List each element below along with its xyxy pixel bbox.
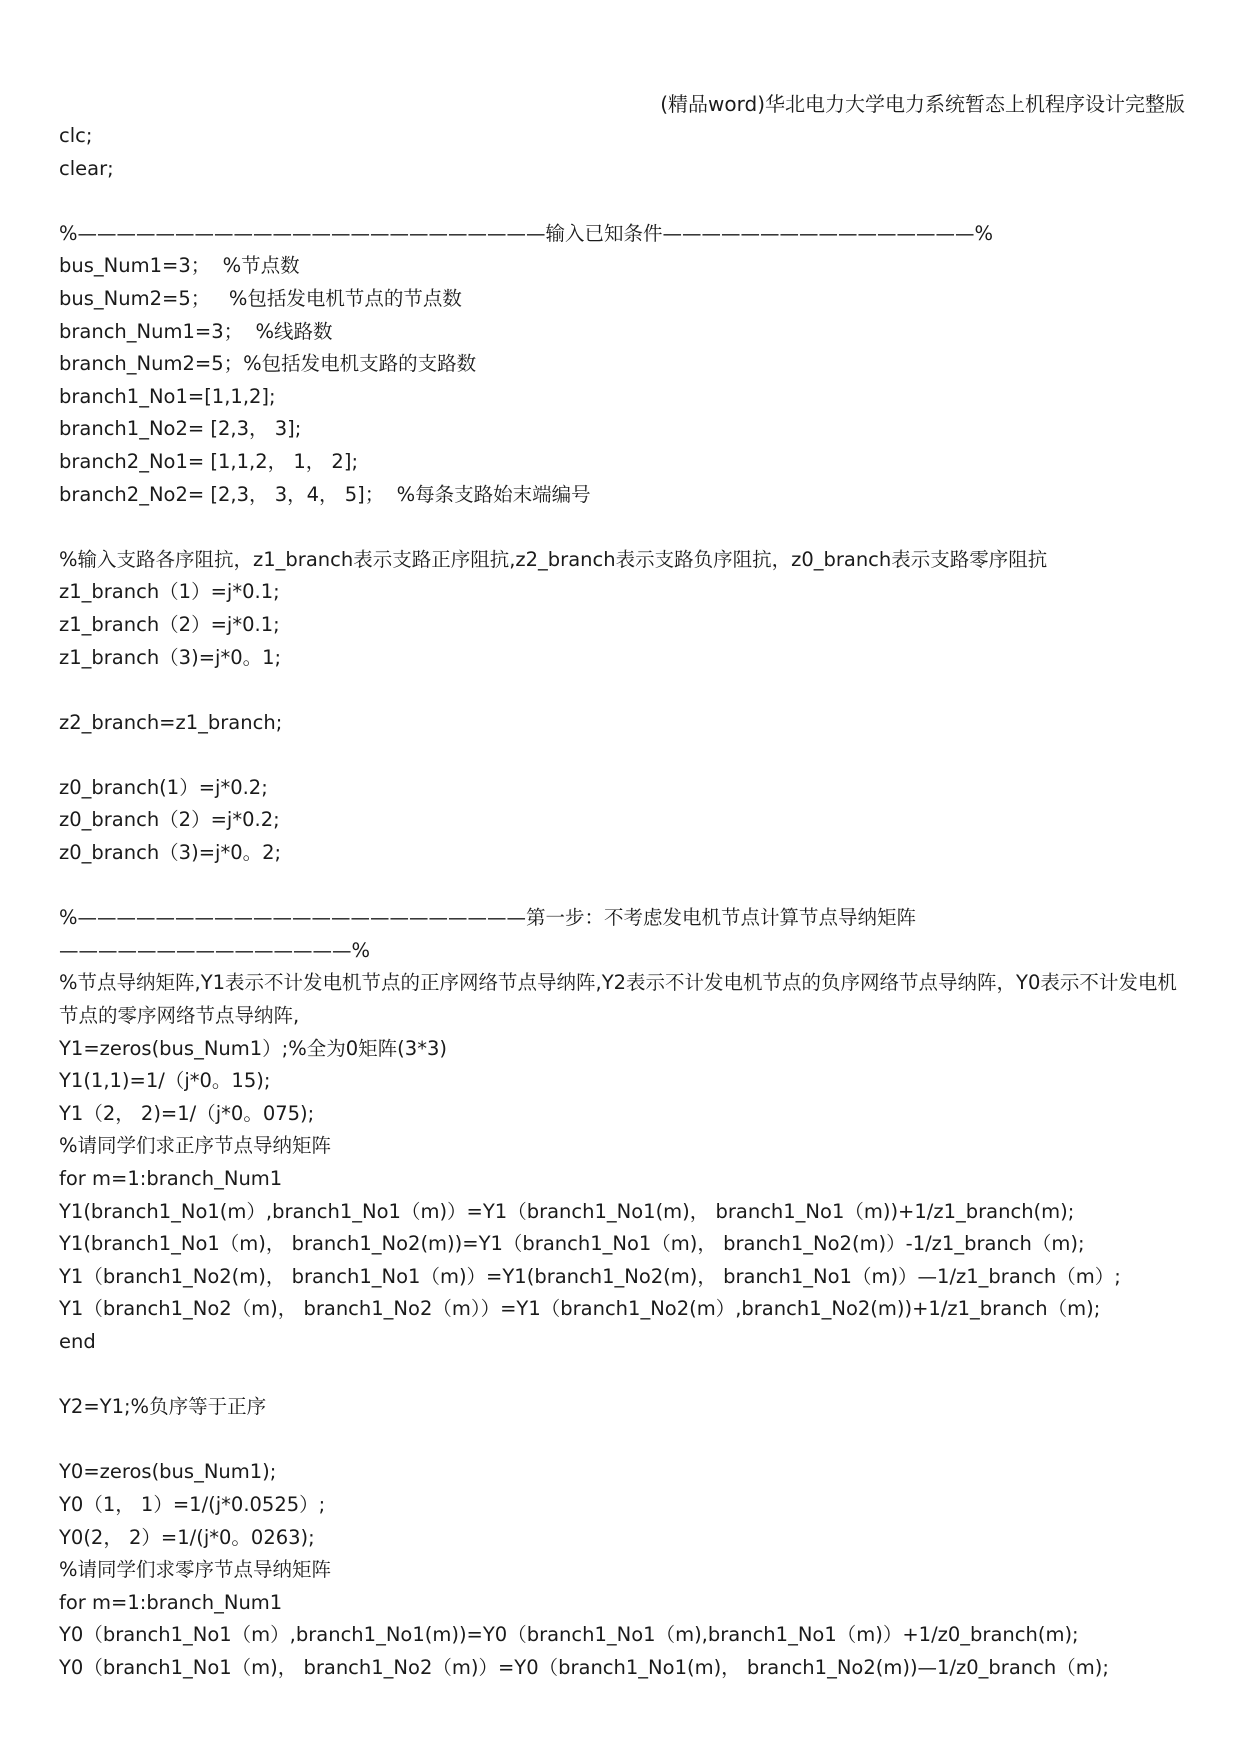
blank-line xyxy=(59,674,1189,707)
blank-line xyxy=(59,1359,1189,1392)
blank-line xyxy=(59,511,1189,544)
code-line: %请同学们求零序节点导纳矩阵 xyxy=(59,1558,332,1582)
code-line: clc; xyxy=(59,124,93,147)
code-line: Y0(2， 2）=1/(j*0。0263); xyxy=(59,1525,315,1549)
code-line: branch1_No1=[1,1,2]; xyxy=(59,384,276,408)
code-line: %输入支路各序阻抗，z1_branch表示支路正序阻抗,z2_branch表示支路负序阻抗，z0_branch表示支路零序阻抗 xyxy=(59,547,1048,571)
code-line: z2_branch=z1_branch; xyxy=(59,710,283,734)
code-line: Y1（2， 2)=1/（j*0。075); xyxy=(59,1101,315,1125)
code-line: z1_branch（3)=j*0。1; xyxy=(59,645,282,669)
code-line: Y1(1,1)=1/（j*0。15); xyxy=(59,1069,271,1093)
code-line: Y0（branch1_No1（m)， branch1_No2（m)）=Y0（branch1_No1(m)， branch1_No2(m))—1/z0_branch（m); xyxy=(59,1655,1109,1679)
code-line: branch2_No2= [2,3， 3，4， 5]； %每条支路始末端编号 xyxy=(59,482,591,506)
code-line: Y1(branch1_No1（m)， branch1_No2(m))=Y1（branch1_No1（m)， branch1_No2(m)）-1/z1_branch（m); xyxy=(59,1232,1085,1256)
code-line: z1_branch（1）=j*0.1; xyxy=(59,580,280,604)
code-line: Y0（1， 1）=1/(j*0.0525）; xyxy=(59,1492,326,1516)
code-line: clear; xyxy=(59,156,114,180)
code-line: Y0=zeros(bus_Num1); xyxy=(59,1460,277,1484)
code-line: for m=1:branch_Num1 xyxy=(59,1590,283,1614)
code-line: bus_Num1=3； %节点数 xyxy=(59,254,300,278)
blank-line xyxy=(59,1424,1189,1457)
code-line: z0_branch（3)=j*0。2; xyxy=(59,841,282,865)
code-line: %请同学们求正序节点导纳矩阵 xyxy=(59,1134,332,1158)
code-line: end xyxy=(59,1329,96,1353)
page-header: (精品word)华北电力大学电力系统暂态上机程序设计完整版 xyxy=(660,92,1185,116)
code-line: %———————————————————————第一步：不考虑发电机节点计算节点导纳矩阵———————————————% xyxy=(59,906,917,962)
code-line: for m=1:branch_Num1 xyxy=(59,1167,283,1190)
code-line: %————————————————————————输入已知条件————————————————% xyxy=(59,221,994,245)
code-line: Y2=Y1;%负序等于正序 xyxy=(59,1395,267,1419)
code-listing xyxy=(59,120,1189,1685)
code-line: %节点导纳矩阵,Y1表示不计发电机节点的正序网络节点导纳阵,Y2表示不计发电机节点的负序网络节点导纳阵，Y0表示不计发电机节点的零序网络节点导纳阵, xyxy=(59,971,1177,1028)
code-line: branch_Num1=3； %线路数 xyxy=(59,319,333,343)
blank-line xyxy=(59,185,1189,218)
blank-line xyxy=(59,870,1189,903)
code-line: Y1(branch1_No1(m）,branch1_No1（m)）=Y1（branch1_No1(m)， branch1_No1（m))+1/z1_branch(m); xyxy=(59,1199,1075,1223)
code-line: Y1（branch1_No2(m)， branch1_No1（m)）=Y1(branch1_No2(m)， branch1_No1（m)）—1/z1_branch（m）; xyxy=(59,1264,1121,1288)
code-line: branch_Num2=5；%包括发电机支路的支路数 xyxy=(59,352,477,376)
code-line: z1_branch（2）=j*0.1; xyxy=(59,612,280,636)
code-line: bus_Num2=5； %包括发电机节点的节点数 xyxy=(59,286,462,310)
code-line: Y1=zeros(bus_Num1）;%全为0矩阵(3*3) xyxy=(59,1036,447,1060)
code-line: z0_branch(1）=j*0.2; xyxy=(59,775,268,799)
code-line: branch2_No1= [1,1,2， 1， 2]; xyxy=(59,449,359,473)
blank-line xyxy=(59,739,1189,772)
code-line: Y1（branch1_No2（m)， branch1_No2（m））=Y1（branch1_No2(m）,branch1_No2(m))+1/z1_branch（m); xyxy=(59,1297,1101,1321)
code-line: z0_branch（2）=j*0.2; xyxy=(59,808,280,832)
code-line: Y0（branch1_No1（m）,branch1_No1(m))=Y0（branch1_No1（m),branch1_No1（m)）+1/z0_branch(m); xyxy=(59,1623,1079,1647)
code-line: branch1_No2= [2,3， 3]; xyxy=(59,417,302,441)
